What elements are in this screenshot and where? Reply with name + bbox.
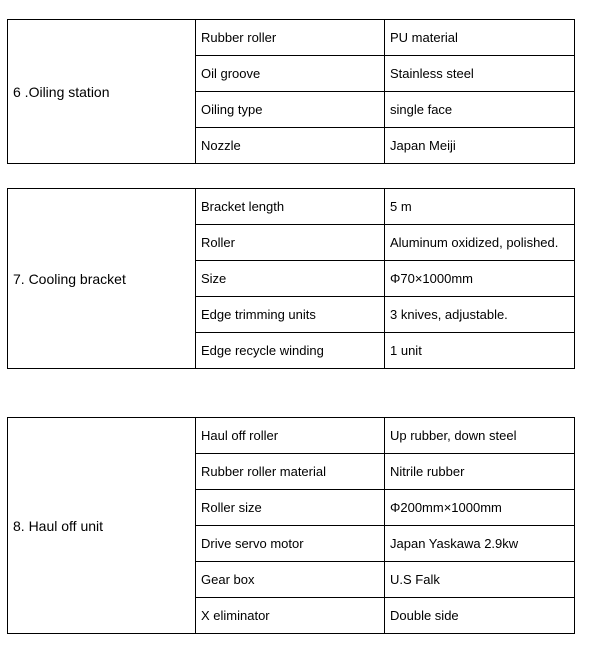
haul-off-unit-table [7, 417, 575, 634]
param-value: PU material [385, 20, 575, 56]
param-value: 1 unit [385, 333, 575, 369]
param-label: Roller size [196, 490, 385, 526]
param-label: Drive servo motor [196, 526, 385, 562]
param-label: Oiling type [196, 92, 385, 128]
param-label: Oil groove [196, 56, 385, 92]
param-value: Up rubber, down steel [385, 418, 575, 454]
param-label: Bracket length [196, 189, 385, 225]
param-value: Japan Yaskawa 2.9kw [385, 526, 575, 562]
param-label: Gear box [196, 562, 385, 598]
param-value: 5 m [385, 189, 575, 225]
param-label: X eliminator [196, 598, 385, 634]
param-label: Rubber roller material [196, 454, 385, 490]
param-label: Rubber roller [196, 20, 385, 56]
param-value: Nitrile rubber [385, 454, 575, 490]
table-row [8, 418, 575, 454]
param-value: Aluminum oxidized, polished. [385, 225, 575, 261]
param-value: Double side [385, 598, 575, 634]
param-value: U.S Falk [385, 562, 575, 598]
param-value: single face [385, 92, 575, 128]
param-value: 3 knives, adjustable. [385, 297, 575, 333]
section-title-cooling-bracket: 7. Cooling bracket [8, 189, 196, 369]
param-value: Φ200mm×1000mm [385, 490, 575, 526]
param-value: Japan Meiji [385, 128, 575, 164]
param-label: Size [196, 261, 385, 297]
section-title-haul-off-unit: 8. Haul off unit [8, 418, 196, 634]
param-value: Stainless steel [385, 56, 575, 92]
param-label: Nozzle [196, 128, 385, 164]
param-label: Haul off roller [196, 418, 385, 454]
table-row [8, 189, 575, 225]
oiling-station-table [7, 19, 575, 164]
cooling-bracket-table [7, 188, 575, 369]
param-label: Roller [196, 225, 385, 261]
section-title-oiling-station: 6 .Oiling station [8, 20, 196, 164]
table-row [8, 20, 575, 56]
param-value: Φ70×1000mm [385, 261, 575, 297]
param-label: Edge trimming units [196, 297, 385, 333]
param-label: Edge recycle winding [196, 333, 385, 369]
